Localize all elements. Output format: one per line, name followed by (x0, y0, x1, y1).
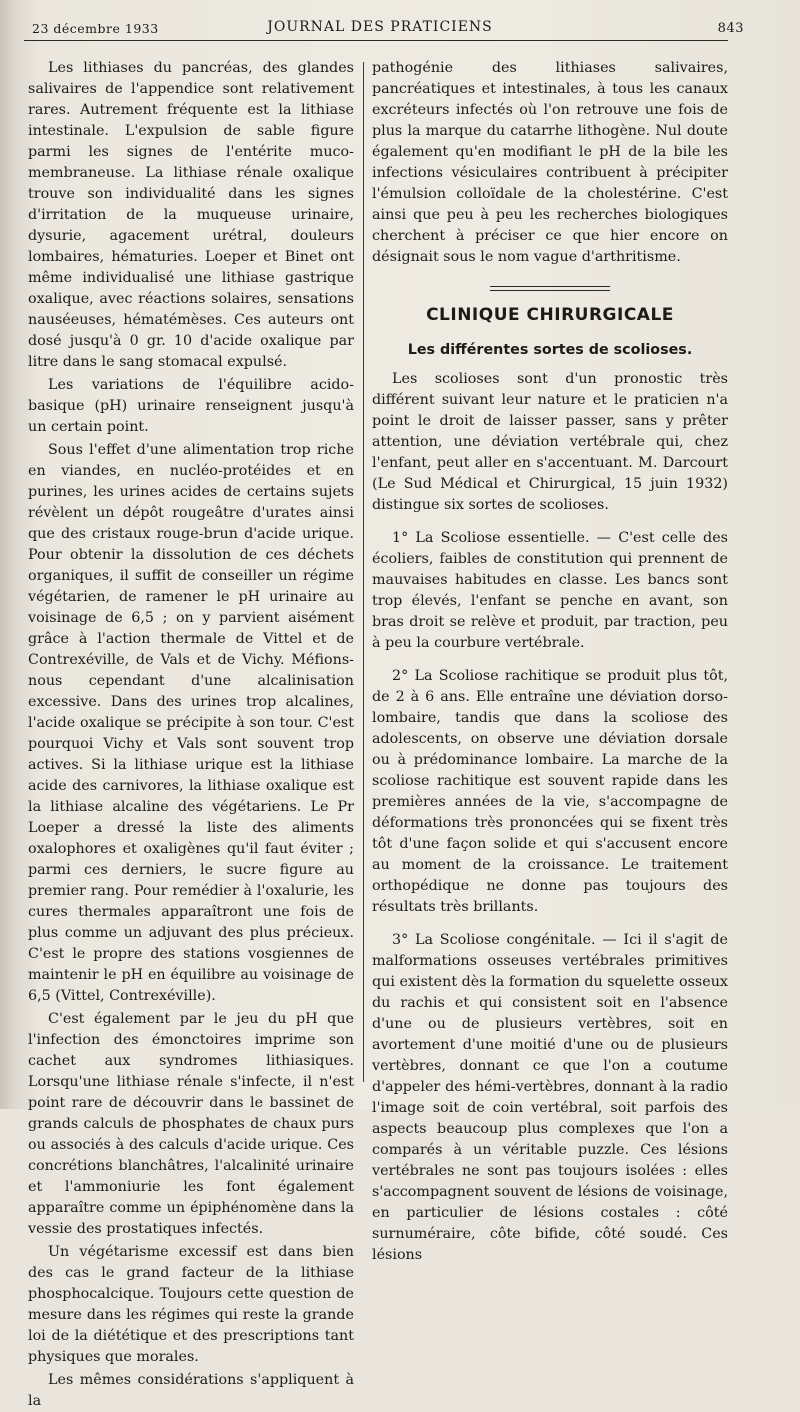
paragraph-pathogenie: pathogénie des lithiases salivaires, pancréatiques et intestinales, à tous les canaux excréteurs infectés où l'on retrouve une fois de plus la marque du catarrhe lithogène. Nul doute également qu'en modifiant le pH de la bile les infections vésiculaires contribuent à précipiter l'émulsion colloïdale de la cholestérine. C'est ainsi que peu à peu les recherches biologiques cherchent à préciser ce que hier encore on désignait sous le nom vague d'arthritisme. (372, 60, 728, 265)
article-title: Les différentes sortes de scolioses. (407, 342, 693, 358)
paragraph-alimentation: Sous l'effet d'une alimentation trop riche en viandes, en nucléo-protéides et en purines, les urines acides de certains sujets révèlent un dépôt rougeâtre d'urates ainsi que des cristaux rouge-brun d'acide urique. Pour obtenir la dissolution de ces déchets organiques, il suffit de conseiller un régime végétarien, de ramener le pH urinaire au voisinage de 6,5 ; on y parvient aisément grâce à l'action thermale de Vittel et de Contrexéville, de Vals et de Vichy. Méfions-nous cependant d'une alcalinisation excessive. Dans des urines trop alcalines, l'acide oxalique se précipite à son tour. C'est pourquoi Vichy et Vals sont souvent trop actives. Si la lithiase urique est la lithiase acide des carnivores, la lithiase oxalique est la lithiase alcaline des végétariens. Le Pr Loeper a dressé la liste des aliments oxalophores et oxaligènes qu'il faut éviter ; parmi ces derniers, le sucre figure au premier rang. Pour remédier à l'oxalurie, les cures thermales apparaîtront une fois de plus comme un adjuvant des plus précieux. C'est le propre des stations vosgiennes de maintenir le pH en équilibre au voisinage de 6,5 (Vittel, Contrexéville). (28, 442, 354, 1004)
page-number: 843 (717, 21, 744, 36)
issue-date: 23 décembre 1933 (32, 21, 159, 36)
right-column (372, 58, 728, 1266)
journal-title: JOURNAL DES PRATICIENS (267, 19, 493, 35)
paragraph-vegetarisme: Un végétarisme excessif est dans bien des cas le grand facteur de la lithiase phosphocalcique. Toujours cette question de mesure dans les régimes qui reste la grande loi de la diététique et des prescriptions tant physiques que morales. (28, 1244, 354, 1365)
paragraph-infection: C'est également par le jeu du pH que l'infection des émonctoires imprime son cachet aux syndromes lithiasiques. Lorsqu'une lithiase rénale s'infecte, il n'est point rare de découvrir dans le bassinet de grands calculs de phosphates de chaux purs ou associés à des calculs d'acide urique. Ces concrétions blanchâtres, l'alcalinité urinaire et l'ammoniurie les font également apparaître comme un épiphénomène dans la vessie des prostatiques infectés. (28, 1011, 354, 1237)
section-divider (490, 286, 610, 291)
running-header (30, 17, 744, 41)
column-divider (363, 62, 364, 1082)
paragraph-scoliose-rachitique: 2° La Scoliose rachitique se produit plus tôt, de 2 à 6 ans. Elle entraîne une déviation dorso-lombaire, tandis que dans la scoliose des adolescents, on observe une déviation dorsale ou à prédominance lombaire. La marche de la scoliose rachitique est souvent rapide dans les premières années de la vie, s'accompagne de déformations très prononcées qui se fixent très tôt d'une façon solide et qui s'accusent encore au moment de la croissance. Le traitement orthopédique ne donne pas toujours des résultats très brillants. (372, 668, 728, 915)
paragraph-scoliose-congenitale: 3° La Scoliose congénitale. — Ici il s'agit de malformations osseuses vertébrales primitives qui existent dès la formation du squelette osseux du rachis et qui consistent soit en l'absence d'une ou de plusieurs vertèbres, soit en avortement d'une moitié d'une ou de plusieurs vertèbres, donnant ce que l'on a coutume d'appeler des hémi-vertèbres, donnant à la radio l'image soit de coin vertébral, soit parfois des aspects beaucoup plus complexes que l'on a comparés à un véritable puzzle. Ces lésions vertébrales ne sont pas toujours isolées : elles s'accompagnent souvent de lésions de voisinage, en particulier de lésions costales : côté surnuméraire, côte bifide, côté soudé. Ces lésions (372, 932, 728, 1263)
left-column (28, 58, 354, 1412)
paragraph-scoliose-essentielle: 1° La Scoliose essentielle. — C'est celle des écoliers, faibles de constitution qui prennent de mauvaises habitudes en classe. Les bancs sont trop élevés, l'enfant se penche en avant, son bras droit se relève et produit, par traction, peu à peu la courbure vertébrale. (372, 530, 728, 651)
header-rule (24, 40, 728, 41)
paragraph-considerations: Les mêmes considérations s'appliquent à la (28, 1372, 354, 1409)
section-title: CLINIQUE CHIRURGICALE (426, 305, 674, 325)
paragraph-ph-variations: Les variations de l'équilibre acido-basique (pH) urinaire renseignent jusqu'à un certain point. (28, 377, 354, 435)
paragraph-intro-scolioses: Les scolioses sont d'un pronostic très différent suivant leur nature et le praticien n'a point le droit de laisser passer, sans y prêter attention, une déviation vertébrale qui, chez l'enfant, peut aller en s'accentuant. M. Darcourt (Le Sud Médical et Chirurgical, 15 juin 1932) distingue six sortes de scolioses. (372, 371, 728, 513)
paragraph-lithiases: Les lithiases du pancréas, des glandes salivaires de l'appendice sont relativement rares. Autrement fréquente est la lithiase intestinale. L'expulsion de sable figure parmi les signes de l'entérite muco-membraneuse. La lithiase rénale oxalique trouve son individualité dans les signes d'irritation de la muqueuse urinaire, dysurie, agacement urétral, douleurs lombaires, hématuries. Loeper et Binet ont même individualisé une lithiase gastrique oxalique, avec réactions solaires, sensations nauséeuses, hématémèses. Ces auteurs ont dosé jusqu'à 0 gr. 10 d'acide oxalique par litre dans le sang stomacal expulsé. (28, 60, 354, 370)
